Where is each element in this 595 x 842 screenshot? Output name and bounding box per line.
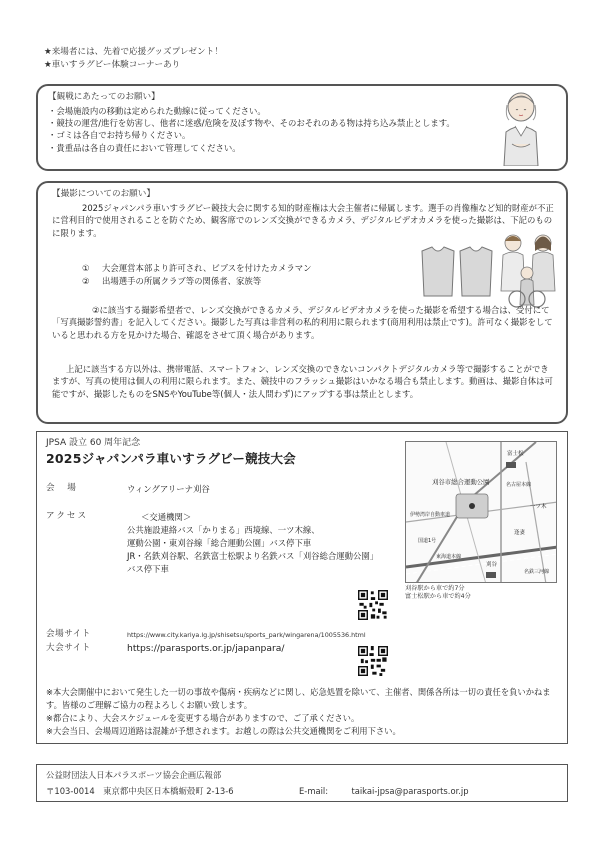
event-title: 2025ジャパンパラ車いすラグビー競技大会: [46, 451, 296, 466]
map-label-mikawa: 名鉄三河線: [524, 569, 550, 575]
access-line: バス停下車: [127, 564, 169, 575]
event-note: ※都合により、大会スケジュールを変更する場合がありますので、ご了承ください。: [46, 712, 360, 723]
family-illustration: [493, 231, 565, 309]
viewing-heading: 【観戦にあたってのお願い】: [48, 92, 160, 102]
map-label-expressway: 伊勢湾岸自動車道: [410, 512, 451, 518]
photo-allowed-item: ① 大会運営本部より許可され、ビブスを付けたカメラマン: [82, 263, 312, 273]
venue-value: ウィングアリーナ刈谷: [127, 484, 210, 494]
footer-address: 〒103-0014 東京都中央区日本橋蛎殻町 2-13-6: [46, 786, 234, 796]
top-notes: [44, 46, 223, 72]
map-label-route1: 国道1号: [418, 538, 437, 544]
viewing-list: [48, 105, 455, 154]
viewing-item: ・貴重品は各自の責任において管理してください。: [48, 142, 241, 153]
event-note: ※本大会開催中において発生した一切の事故や傷病・疾病などに関し、応急処置を除いて、主催者、関係各所は一切の責任を負いかねます。皆様のご理解ご協力の程よろしくお願い致します。: [46, 687, 551, 710]
map-label-hitotsugi: 一ツ木: [530, 504, 547, 510]
map-label-park: 刈谷市総合運動公園: [432, 478, 490, 486]
map-travel-note: 刈谷駅から車で約7分 富士松駅から車で約4分: [405, 585, 471, 601]
venue-map: [405, 441, 557, 583]
photo-allowed-item: ② 出場選手の所属クラブ等の関係者、家族等: [82, 276, 262, 287]
venue-label: 会 場: [46, 483, 78, 493]
venue-site-label: 会場サイト: [46, 629, 91, 639]
bibs-illustration: [418, 243, 503, 298]
viewing-notice-box: [36, 84, 568, 171]
access-line: ＜交通機関＞: [141, 512, 192, 522]
map-label-kariya: 刈谷: [486, 562, 498, 568]
taikai-qr-code[interactable]: [358, 646, 388, 676]
taikai-site-link[interactable]: https://parasports.or.jp/japanpara/: [127, 643, 285, 654]
map-label-tokaido: 東海道本線: [436, 554, 462, 560]
photo-paragraph-1: 2025ジャパンパラ車いすラグビー競技大会に関する知的財産権は大会主催者に帰属します。選手の肖像権など知的財産が不正に営利目的で使用されることを防ぐため、観客席でのレンズ交換ができるカメラ、デジタルビデオカメラを使った撮影は、下記のものに限ります。: [52, 203, 554, 238]
venue-site-link[interactable]: https://www.city.kariya.lg.jp/shisetsu/sports_park/wingarena/1005536.html: [127, 631, 366, 639]
top-note-gift: ★来場者には、先着で応援グッズプレゼント！: [44, 47, 223, 57]
event-notes: [46, 686, 556, 737]
email-label: E-mail:: [299, 786, 329, 796]
viewing-item: ・ゴミは各自でお持ち帰りください。: [48, 130, 191, 141]
event-note: ※大会当日、会場周辺道路は混雑が予想されます。お越しの際は公共交通機関をご利用下さい。: [46, 725, 401, 736]
taikai-site-label: 大会サイト: [46, 643, 91, 653]
map-label-tsukagawa: 逢妻: [514, 530, 526, 536]
viewing-item: ・競技の運営/進行を妨害し、他者に迷惑/危険を及ぼす物や、そのおそれのある物は持ち込み禁止とします。: [48, 118, 455, 129]
access-label: アクセス: [46, 511, 89, 521]
contact-footer: [36, 764, 568, 802]
top-note-experience: ★車いすラグビー体験コーナーあり: [44, 59, 181, 70]
photo-paragraph-3: 上記に該当する方以外は、携帯電話、スマートフォン、レンズ交換のできないコンパクトデジタルカメラ等で撮影することができますが、写真の使用は個人の利用に限られます。また、競技中のフラッシュ撮影はいかなる場合も禁止します。動画は、撮影自体は可能ですが、撮影したものをSNSやYouTube等(個人・法人問わず)にアップする事は禁止とします。: [52, 364, 553, 399]
access-line: 運動公園・東刈谷線「総合運動公園」バス停下車: [127, 538, 312, 549]
access-line: JR・名鉄刈谷駅、名鉄富士松駅より名鉄バス「刈谷総合運動公園」: [127, 551, 379, 562]
viewing-item: ・会場施設内の移動は定められた動線に従ってください。: [48, 106, 266, 116]
access-details: [127, 511, 378, 576]
footer-email: [299, 786, 469, 797]
event-organization: JPSA 設立 60 周年記念: [46, 438, 141, 448]
photo-paragraph-2: ②に該当する撮影希望者で、レンズ交換ができるカメラ、デジタルビデオカメラを使った撮影を希望する場合は、受付にて「写真撮影誓約書」を記入してください。撮影した写真は非営利の私的利用に限られます(商用利用は禁止です)。許可なく撮影をしていると思われる方を見かけた場合、確認をさせて頂く場合があります。: [52, 305, 553, 340]
bowing-staff-illustration: [490, 88, 552, 166]
venue-qr-code[interactable]: [358, 590, 388, 620]
email-address[interactable]: taikai-jpsa@parasports.or.jp: [351, 786, 469, 796]
photo-heading: 【撮影についてのお願い】: [52, 189, 155, 199]
photo-notice-box: [36, 181, 568, 424]
event-info-box: [36, 431, 568, 744]
access-line: 公共施設連絡バス「かりまる」西境線、一ツ木線、: [127, 525, 320, 536]
footer-organization: 公益財団法人日本パラスポーツ協会企画広報部: [46, 770, 222, 780]
photo-allowed-list: [82, 262, 312, 288]
map-label-meitetsu: 名古屋本線: [506, 482, 532, 488]
map-label-fujimatsu: 富士松: [507, 451, 524, 457]
